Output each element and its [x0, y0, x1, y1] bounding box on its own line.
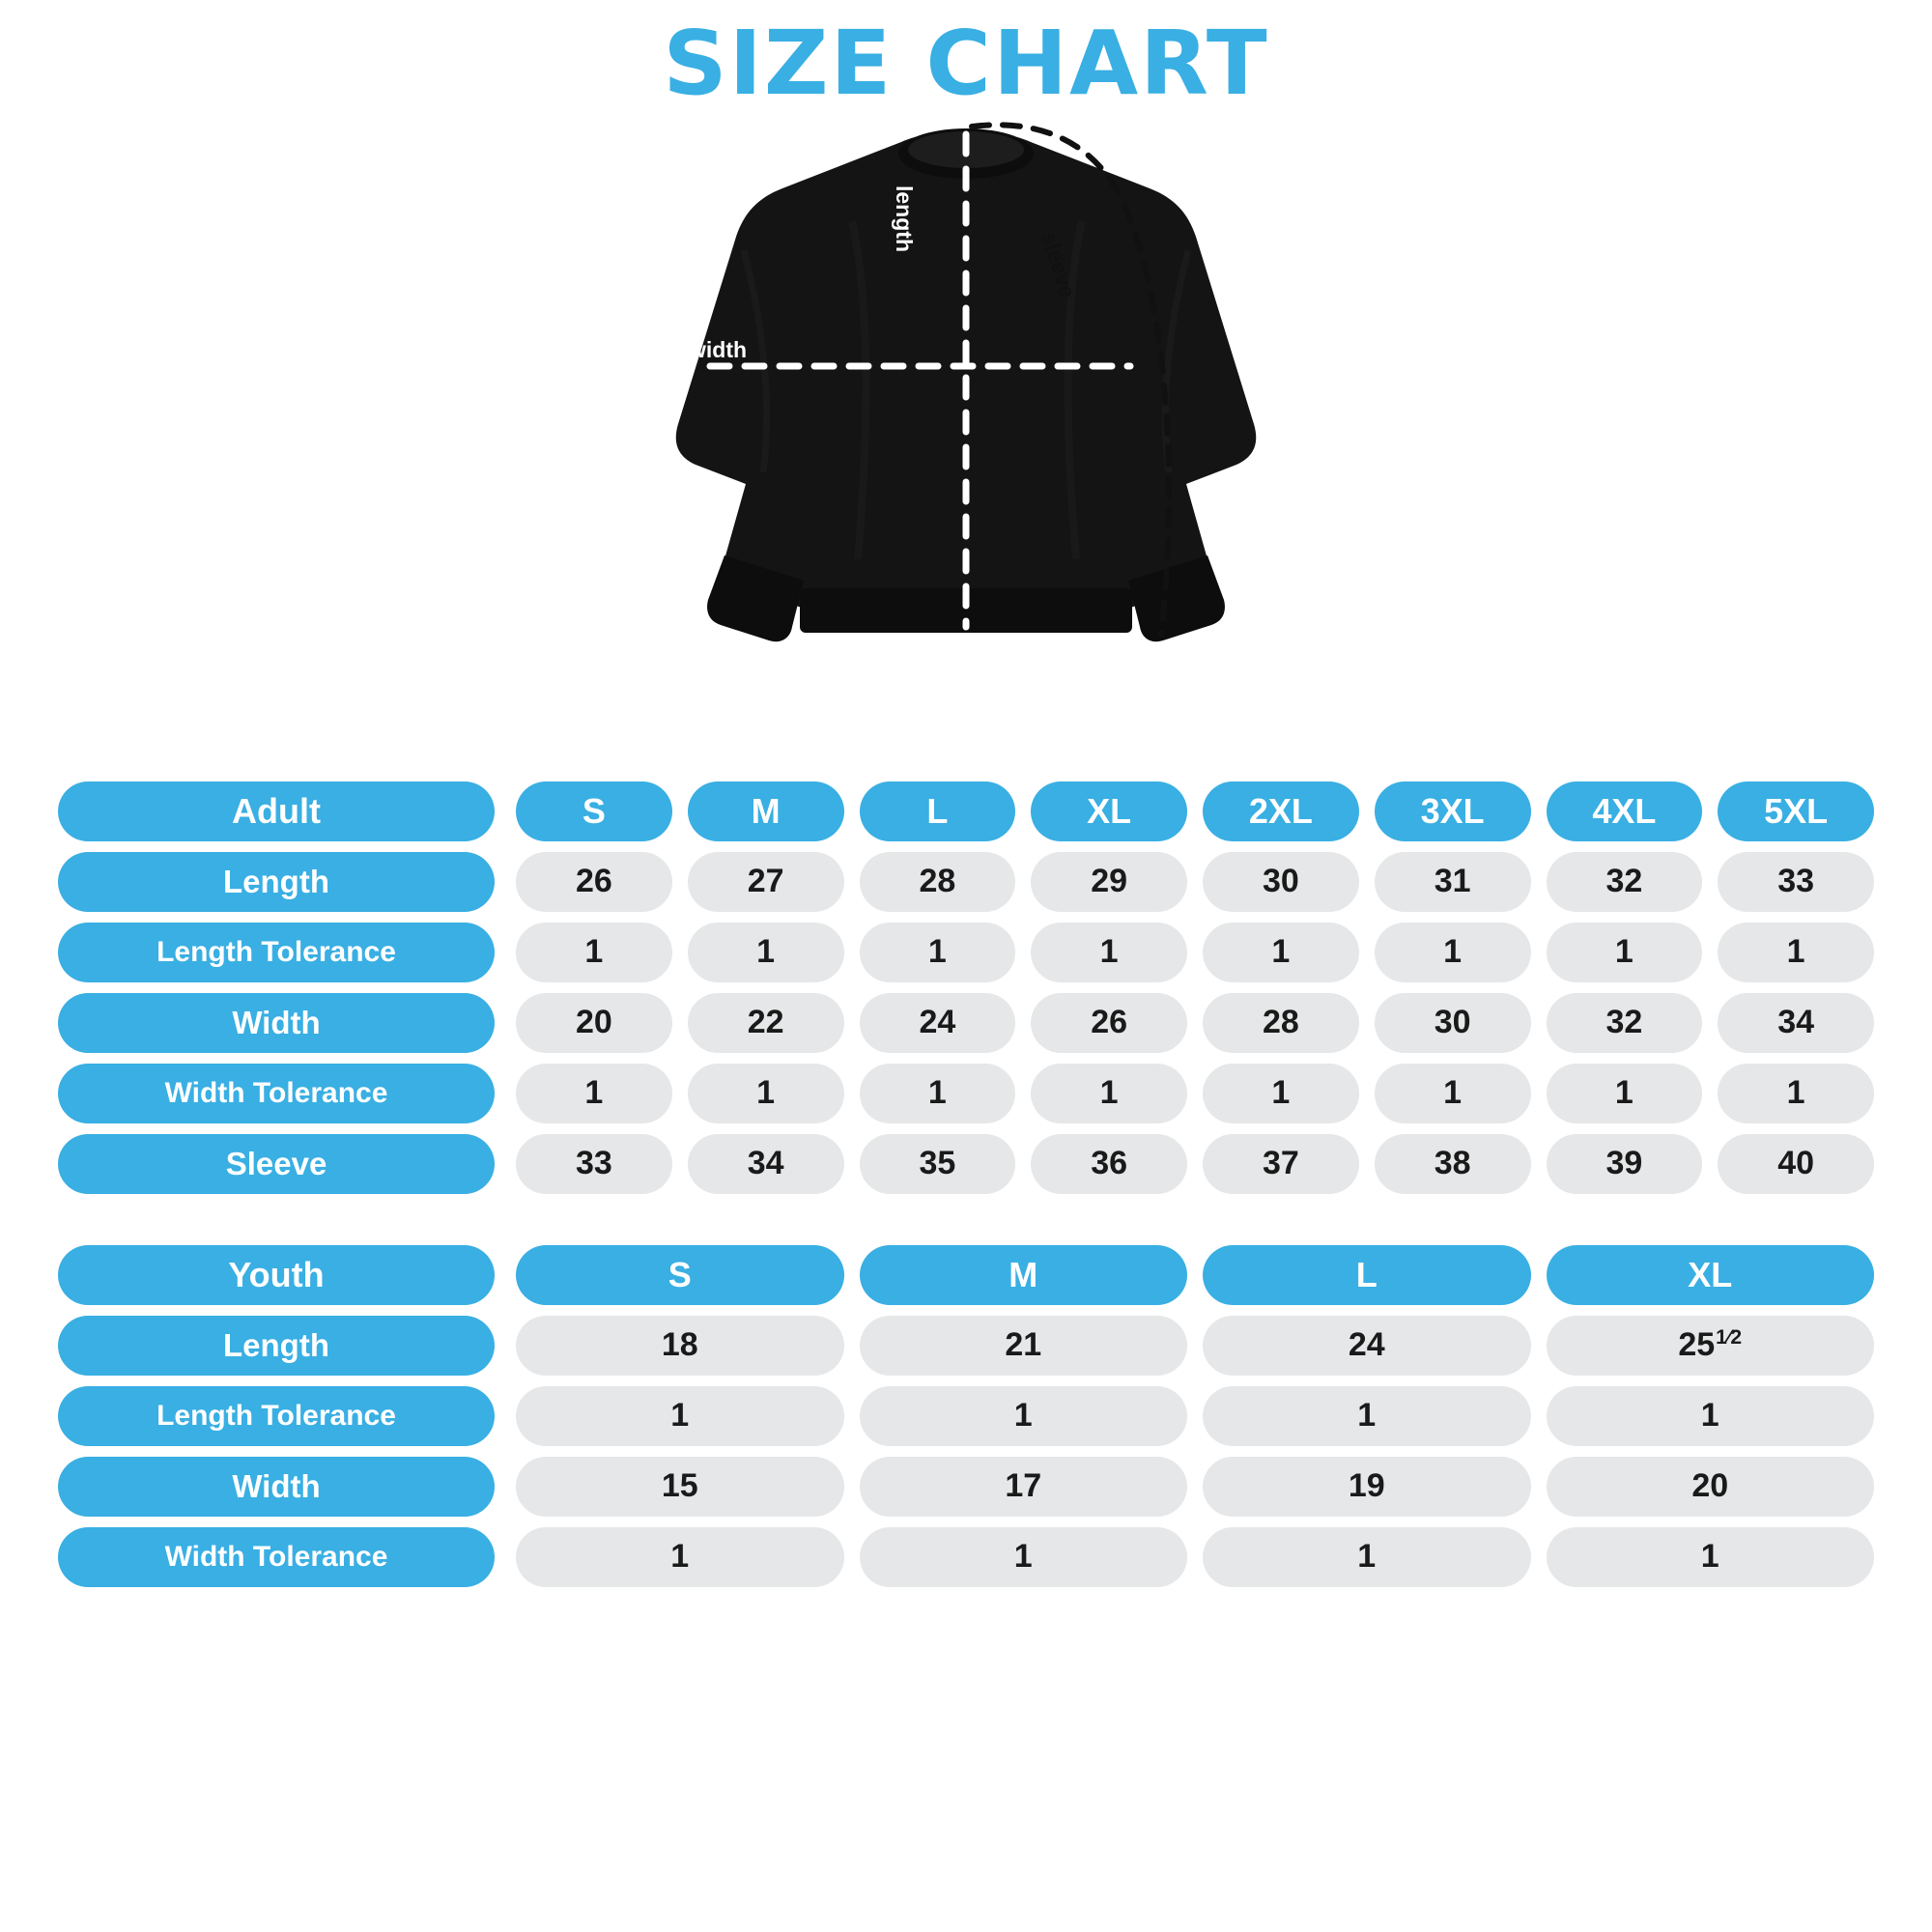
youth-length-xl-fraction: 1⁄2	[1716, 1326, 1743, 1350]
adult-header-row	[58, 781, 1874, 841]
adult-width-xl: 26	[1031, 993, 1187, 1053]
youth-length-m: 21	[860, 1316, 1188, 1376]
adult-sleeve-5xl: 40	[1718, 1134, 1874, 1194]
adult-col-2xl: 2XL	[1203, 781, 1359, 841]
adult-col-s: S	[516, 781, 672, 841]
adult-col-xl: XL	[1031, 781, 1187, 841]
youth-width-xl: 20	[1547, 1457, 1875, 1517]
youth-length-tol-l: 1	[1203, 1386, 1531, 1446]
table-row	[58, 993, 1874, 1053]
garment-illustration	[628, 105, 1304, 781]
table-spacer	[58, 1205, 1874, 1245]
adult-length-tol-5xl: 1	[1718, 923, 1874, 982]
adult-width-tol-4xl: 1	[1547, 1064, 1703, 1123]
adult-col-m: M	[688, 781, 844, 841]
page-title: SIZE CHART	[663, 12, 1269, 115]
adult-col-4xl: 4XL	[1547, 781, 1703, 841]
youth-length-l: 24	[1203, 1316, 1531, 1376]
adult-row-label-length: Length	[58, 852, 495, 912]
table-row	[58, 1457, 1874, 1517]
adult-row-label-length-tolerance: Length Tolerance	[58, 923, 495, 982]
adult-length-tol-xl: 1	[1031, 923, 1187, 982]
adult-sleeve-l: 35	[860, 1134, 1016, 1194]
youth-row-label-length-tolerance: Length Tolerance	[58, 1386, 495, 1446]
adult-length-tol-s: 1	[516, 923, 672, 982]
youth-length-tol-m: 1	[860, 1386, 1188, 1446]
youth-size-table	[58, 1245, 1874, 1587]
youth-header-row	[58, 1245, 1874, 1305]
table-row	[58, 923, 1874, 982]
youth-width-s: 15	[516, 1457, 844, 1517]
youth-width-tol-xl: 1	[1547, 1527, 1875, 1587]
adult-header-label: Adult	[58, 781, 495, 841]
youth-row-label-length: Length	[58, 1316, 495, 1376]
adult-length-l: 28	[860, 852, 1016, 912]
youth-length-tol-xl: 1	[1547, 1386, 1875, 1446]
youth-width-tol-m: 1	[860, 1527, 1188, 1587]
adult-width-tol-2xl: 1	[1203, 1064, 1359, 1123]
sweatshirt-svg	[628, 105, 1304, 781]
adult-length-s: 26	[516, 852, 672, 912]
adult-width-3xl: 30	[1375, 993, 1531, 1053]
adult-width-5xl: 34	[1718, 993, 1874, 1053]
adult-sleeve-3xl: 38	[1375, 1134, 1531, 1194]
length-measure-label: length	[892, 185, 917, 252]
adult-length-tol-m: 1	[688, 923, 844, 982]
adult-width-tol-m: 1	[688, 1064, 844, 1123]
youth-length-tol-s: 1	[516, 1386, 844, 1446]
youth-width-m: 17	[860, 1457, 1188, 1517]
youth-row-label-width-tolerance: Width Tolerance	[58, 1527, 495, 1587]
youth-col-s: S	[516, 1245, 844, 1305]
width-measure-label: width	[689, 336, 748, 362]
youth-length-xl-whole: 25	[1678, 1326, 1716, 1364]
adult-sleeve-s: 33	[516, 1134, 672, 1194]
sleeve-measure-label: sleeve	[1037, 228, 1081, 301]
adult-length-xl: 29	[1031, 852, 1187, 912]
adult-sleeve-4xl: 39	[1547, 1134, 1703, 1194]
table-row	[58, 1134, 1874, 1194]
youth-row-label-width: Width	[58, 1457, 495, 1517]
youth-length-s: 18	[516, 1316, 844, 1376]
youth-length-xl	[1547, 1316, 1875, 1376]
adult-sleeve-m: 34	[688, 1134, 844, 1194]
adult-size-table	[58, 781, 1874, 1194]
adult-sleeve-2xl: 37	[1203, 1134, 1359, 1194]
adult-length-tol-3xl: 1	[1375, 923, 1531, 982]
adult-row-label-width: Width	[58, 993, 495, 1053]
youth-col-xl: XL	[1547, 1245, 1875, 1305]
adult-length-4xl: 32	[1547, 852, 1703, 912]
table-row	[58, 1316, 1874, 1376]
adult-width-tol-xl: 1	[1031, 1064, 1187, 1123]
adult-length-2xl: 30	[1203, 852, 1359, 912]
adult-length-3xl: 31	[1375, 852, 1531, 912]
adult-col-5xl: 5XL	[1718, 781, 1874, 841]
adult-length-m: 27	[688, 852, 844, 912]
adult-length-tol-4xl: 1	[1547, 923, 1703, 982]
adult-width-l: 24	[860, 993, 1016, 1053]
adult-length-tol-2xl: 1	[1203, 923, 1359, 982]
adult-row-label-sleeve: Sleeve	[58, 1134, 495, 1194]
adult-width-tol-l: 1	[860, 1064, 1016, 1123]
adult-row-label-width-tolerance: Width Tolerance	[58, 1064, 495, 1123]
adult-length-tol-l: 1	[860, 923, 1016, 982]
youth-width-l: 19	[1203, 1457, 1531, 1517]
adult-width-tol-s: 1	[516, 1064, 672, 1123]
adult-col-l: L	[860, 781, 1016, 841]
table-row	[58, 1386, 1874, 1446]
youth-width-tol-s: 1	[516, 1527, 844, 1587]
adult-width-m: 22	[688, 993, 844, 1053]
table-row	[58, 1064, 1874, 1123]
table-row	[58, 852, 1874, 912]
adult-width-2xl: 28	[1203, 993, 1359, 1053]
adult-width-s: 20	[516, 993, 672, 1053]
adult-width-tol-3xl: 1	[1375, 1064, 1531, 1123]
adult-col-3xl: 3XL	[1375, 781, 1531, 841]
adult-width-tol-5xl: 1	[1718, 1064, 1874, 1123]
adult-length-5xl: 33	[1718, 852, 1874, 912]
youth-header-label: Youth	[58, 1245, 495, 1305]
youth-col-l: L	[1203, 1245, 1531, 1305]
adult-width-4xl: 32	[1547, 993, 1703, 1053]
adult-sleeve-xl: 36	[1031, 1134, 1187, 1194]
table-row	[58, 1527, 1874, 1587]
youth-width-tol-l: 1	[1203, 1527, 1531, 1587]
youth-col-m: M	[860, 1245, 1188, 1305]
